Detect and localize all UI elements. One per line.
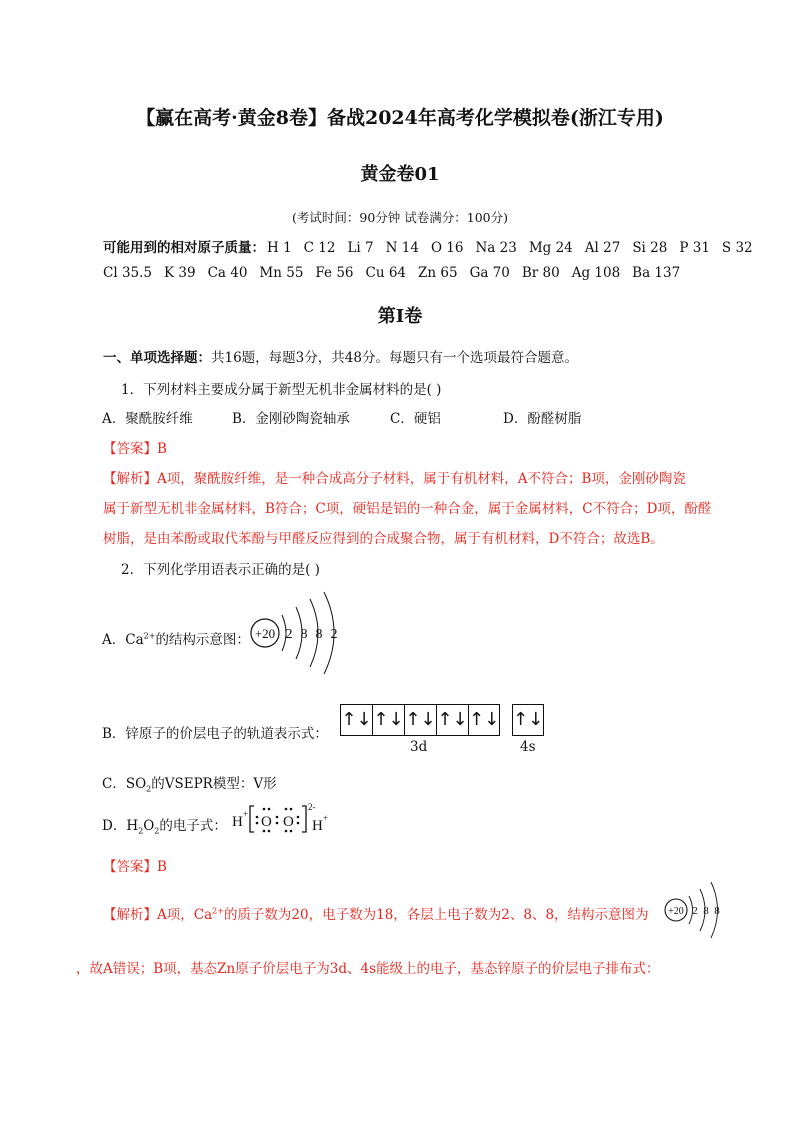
- orbital-cell: ↑↓: [405, 705, 437, 735]
- mass-item: P 31: [679, 240, 710, 256]
- oxygen-1: O: [261, 814, 272, 830]
- mass-item: Ca 40: [207, 265, 248, 281]
- mass-item: Li 7: [347, 240, 374, 256]
- analysis-label: 【解析】: [103, 907, 157, 923]
- mass-item: Br 80: [521, 265, 560, 281]
- shell-electrons: 8: [300, 627, 308, 642]
- q2-analysis-line-1: 【解析】A项，$Ca^{2+}$的质子数为20，电子数为18，各层上电子数为2、8、8，结构示意图为: [103, 906, 649, 923]
- mass-item: Na 23: [475, 240, 517, 256]
- part-one-heading: [103, 346, 578, 366]
- q1-analysis-line-2: 属于新型无机非金属材料，B符合；C项，硬铝是铝的一种合金，属于金属材料，C不符合；D项，酚醛: [103, 501, 712, 517]
- shell-electrons: 2: [285, 627, 293, 642]
- orbital-cell: ↑↓: [513, 709, 544, 730]
- analysis-text: A项，聚酰胺纤维，是一种合成高分子材料，属于有机材料，A不符合；B项，金刚砂陶瓷: [157, 471, 686, 487]
- page-title: 【赢在高考·黄金8卷】备战2024年高考化学模拟卷(浙江专用): [136, 107, 664, 129]
- mass-item: Si 28: [632, 240, 668, 256]
- shell-electrons: 8: [315, 627, 323, 642]
- bracket-right: [302, 806, 306, 832]
- hydrogen-left: H: [232, 814, 243, 830]
- q1-option-d: D．酚醛树脂: [503, 411, 582, 427]
- q1-option-a: A．聚酰胺纤维: [102, 411, 193, 427]
- nucleus-charge: +20: [668, 906, 684, 917]
- shell-electrons: 8: [703, 905, 709, 917]
- exam-info: (考试时间：90分钟 试卷满分：100分): [292, 210, 508, 225]
- shell-electrons: 2: [692, 905, 698, 917]
- mass-item: Mg 24: [528, 240, 573, 256]
- mass-item: Ba 137: [632, 265, 681, 281]
- q2-analysis-line-2: ，故A错误；B项，基态Zn原子价层电子为3d、4s能级上的电子，基态锌原子的价层电子排布式：: [76, 961, 660, 977]
- atomic-mass-row-1: [103, 236, 765, 256]
- mass-item: Zn 65: [418, 265, 458, 281]
- answer-label: 【答案】: [103, 441, 157, 457]
- mass-item: C 12: [303, 240, 336, 256]
- ca-ion-structure-diagram: [246, 588, 346, 678]
- ca-ion-structure-inline: [662, 878, 722, 942]
- nucleus-charge: +20: [254, 626, 276, 641]
- orbital-4s-label: 4s: [520, 739, 536, 755]
- mass-item: K 39: [164, 265, 196, 281]
- plus-left: +: [243, 809, 249, 819]
- shell-electrons: 8: [714, 905, 720, 917]
- q2-option-d: D．$H_2O_2$的电子式：: [102, 818, 227, 836]
- bracket-left: [250, 806, 254, 832]
- mass-item: Fe 56: [315, 265, 354, 281]
- analysis-label: 【解析】: [103, 471, 157, 487]
- answer-value: B: [157, 859, 167, 875]
- shell-electrons: 2: [330, 627, 338, 642]
- q1-stem: 1．下列材料主要成分属于新型无机非金属材料的是( ): [121, 382, 442, 398]
- atomic-mass-row-2: [103, 265, 692, 281]
- q1-answer: [103, 437, 167, 457]
- mass-item: Cl 35.5: [103, 265, 152, 281]
- mass-item: S 32: [721, 240, 753, 256]
- paper-subtitle: 黄金卷01: [360, 164, 440, 185]
- mass-item: H 1: [267, 240, 292, 256]
- orbital-cell: ↑↓: [341, 705, 373, 735]
- q2-option-c: C．$SO_2$的VSEPR模型：V形: [102, 776, 277, 794]
- q1-option-c: C．硬铝: [390, 411, 441, 427]
- q1-option-b: B．金刚砂陶瓷轴承: [232, 411, 350, 427]
- part-one-text: 共16题，每题3分，共48分。每题只有一个选项最符合题意。: [211, 350, 578, 366]
- mass-item: Ag 108: [571, 265, 621, 281]
- orbital-3d-box: [340, 704, 500, 736]
- orbital-cell: ↑↓: [437, 705, 469, 735]
- oxygen-2: O: [283, 814, 294, 830]
- q1-analysis-line-3: 树脂，是由苯酚或取代苯酚与甲醛反应得到的合成聚合物，属于有机材料，D不符合；故选B。: [103, 531, 664, 547]
- q2-option-b: B．锌原子的价层电子的轨道表示式：: [102, 726, 328, 742]
- q1-analysis-line-1: [103, 467, 686, 487]
- part-one-label: 一、单项选择题：: [103, 350, 211, 366]
- mass-item: Mn 55: [259, 265, 304, 281]
- q2-stem: 2．下列化学用语表示正确的是( ): [121, 562, 320, 578]
- section-title: 第Ⅰ卷: [377, 306, 423, 327]
- mass-item: O 16: [430, 240, 464, 256]
- orbital-cell: ↑↓: [373, 705, 405, 735]
- orbital-3d-label: 3d: [410, 739, 428, 755]
- answer-label: 【答案】: [103, 859, 157, 875]
- mass-item: Ga 70: [469, 265, 510, 281]
- q2-option-a: A．$Ca^{2+}$的结构示意图：: [102, 631, 250, 648]
- h2o2-electron-formula: [230, 798, 350, 838]
- plus-right: +: [323, 813, 329, 823]
- atomic-mass-label: 可能用到的相对原子质量：: [103, 240, 265, 256]
- hydrogen-right: H: [312, 818, 323, 834]
- mass-item: N 14: [385, 240, 419, 256]
- answer-value: B: [157, 441, 167, 457]
- orbital-4s-box: [512, 704, 544, 736]
- mass-item: Cu 64: [365, 265, 407, 281]
- q2-answer: [103, 855, 167, 875]
- ion-charge: 2-: [308, 802, 316, 812]
- orbital-cell: ↑↓: [469, 709, 500, 730]
- mass-item: Al 27: [584, 240, 621, 256]
